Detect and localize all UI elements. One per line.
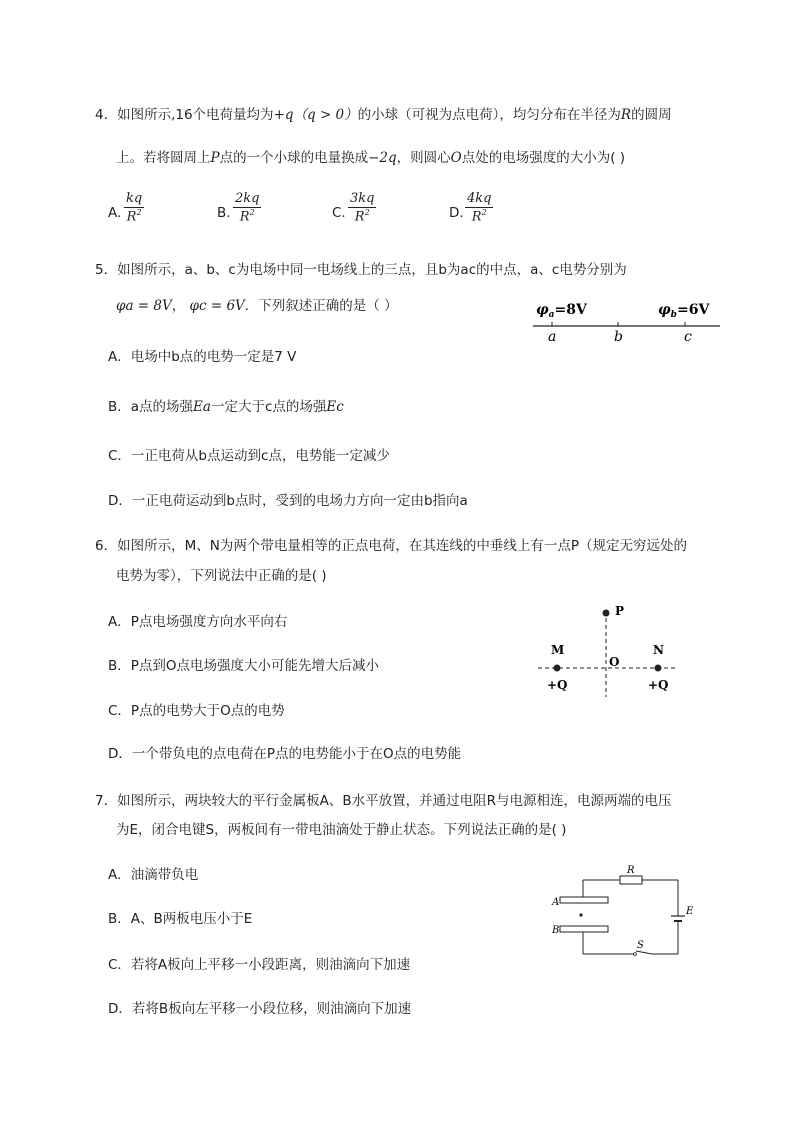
q5-phi-c: φc = 6V [189, 298, 245, 314]
q4-stem-text: 的小球（可视为点电荷），均匀分布在半径为 [357, 107, 621, 123]
q4-math-charge: +q（q > 0） [273, 107, 358, 123]
fraction-denominator [127, 208, 142, 225]
q4-math-neg2q: −2q [368, 150, 397, 166]
q4-option-d-label: D. [449, 205, 464, 221]
q4-option-c-label: C. [332, 205, 346, 221]
q4-option-a-fraction [124, 192, 144, 225]
denominator-base: R [126, 209, 137, 225]
denominator-exponent: 2 [136, 208, 142, 218]
fraction-numerator: kq [124, 192, 144, 208]
q5-option-d: D．一正电荷运动到b点时，受到的电场力方向一定由b指向a [108, 493, 468, 509]
q4-option-d-fraction [465, 192, 493, 225]
q4-math-radius: R [620, 107, 632, 123]
q7-stem-line2: 为E，闭合电键S，两板间有一带电油滴处于静止状态。下列说法正确的是( ) [116, 822, 567, 838]
denominator-exponent: 2 [364, 208, 370, 218]
switch-blade [636, 951, 652, 954]
q6-option-b: B．P点到O点电场强度大小可能先增大后减小 [108, 658, 380, 674]
q4-option-b-label: B. [217, 205, 231, 221]
label-o: O [609, 655, 620, 669]
phi-a-label: $\varphi_a=8V$ [536, 302, 587, 320]
q4-stem-text: 4．如图所示,16个电荷量均为 [95, 107, 274, 123]
q6-stem-line2: 电势为零），下列说法中正确的是( ) [116, 568, 327, 584]
q7-circuit-figure [548, 862, 698, 962]
q4-stem-line2 [116, 150, 625, 166]
label-a: A [552, 897, 560, 908]
point-p-dot [603, 610, 610, 617]
label-s: S [637, 940, 644, 951]
q4-option-b-fraction [233, 192, 261, 225]
q6-stem-line1: 6．如图所示，M、N为两个带电量相等的正点电荷，在其连线的中垂线上有一点P（规定无穷远处的 [95, 538, 687, 554]
q7-option-c: C．若将A板向上平移一小段距离，则油滴向下加速 [108, 957, 411, 973]
fraction-denominator [472, 208, 487, 225]
fraction-denominator [240, 208, 255, 225]
q7-option-b: B．A、B两板电压小于E [108, 911, 253, 927]
q5-option-c: C．一正电荷从b点运动到c点，电势能一定减少 [108, 448, 390, 464]
q5-stem-line1: 5．如图所示，a、b、c为电场中同一电场线上的三点，且b为ac的中点，a、c电势分别为 [95, 262, 627, 278]
point-a-label: a [548, 329, 557, 345]
charge-n-dot [655, 665, 662, 672]
q7-option-d: D．若将B板向左平移一小段位移，则油滴向下加速 [108, 1001, 412, 1017]
phi-b-label: $\varphi_b=6V$ [658, 302, 710, 320]
charge-m-value: +Q [547, 678, 568, 692]
q4-stem-text: 点处的电场强度的大小为( ) [461, 150, 626, 166]
label-r: R [627, 865, 635, 876]
plate-a [560, 897, 608, 903]
q4-stem-text: 上。若将圆周上 [116, 150, 211, 166]
q4-option-a-label: A. [108, 205, 122, 221]
point-b-label: b [614, 329, 623, 345]
charge-m-dot [554, 665, 561, 672]
q5-math-ea: Ea [193, 399, 211, 415]
fraction-numerator: 3kq [348, 192, 376, 208]
q5-field-line-figure [530, 296, 730, 346]
switch-contact [634, 953, 637, 956]
q4-stem-text: ，则圆心 [396, 150, 451, 166]
q5-phi-a: φa = 8V [116, 298, 172, 314]
q5-option-b-text: B．a点的场强 [108, 399, 194, 415]
denominator-base: R [354, 209, 365, 225]
q6-option-d: D．一个带负电的点电荷在P点的电势能小于在O点的电势能 [108, 746, 462, 762]
q5-option-a: A．电场中b点的电势一定是7 V [108, 349, 297, 365]
resistor [620, 876, 642, 884]
q6-option-c: C．P点的电势大于O点的电势 [108, 703, 285, 719]
denominator-base: R [239, 209, 250, 225]
fraction-numerator: 4kq [465, 192, 493, 208]
q4-math-point-o: O [450, 150, 462, 166]
oil-droplet [579, 913, 582, 916]
charge-n-value: +Q [648, 678, 669, 692]
q5-option-b [108, 399, 344, 415]
label-b: B [552, 925, 560, 936]
label-m: M [551, 643, 565, 657]
q4-stem-text: 的圆周 [631, 107, 672, 123]
fraction-denominator [355, 208, 370, 225]
q7-option-a: A．油滴带负电 [108, 867, 199, 883]
label-e: E [686, 906, 694, 917]
q4-stem-line1 [95, 107, 672, 123]
denominator-exponent: 2 [481, 208, 487, 218]
q6-option-a: A．P点电场强度方向水平向右 [108, 614, 288, 630]
q6-charges-figure [530, 597, 690, 702]
q5-option-b-text: 一定大于c点的场强 [210, 399, 327, 415]
q4-stem-text: 点的一个小球的电量换成 [219, 150, 369, 166]
q7-stem-line1: 7．如图所示，两块较大的平行金属板A、B水平放置，并通过电阻R与电源相连，电源两端的电压 [95, 793, 672, 809]
q5-math-ec: Ec [326, 399, 344, 415]
q5-stem-line2 [116, 298, 398, 314]
point-c-label: c [684, 329, 692, 345]
label-p: P [615, 604, 625, 618]
denominator-base: R [471, 209, 482, 225]
plate-b [560, 926, 608, 932]
q4-math-point-p: P [210, 150, 220, 166]
fraction-numerator: 2kq [233, 192, 261, 208]
q5-stem-tail: ．下列叙述正确的是（ ） [244, 298, 398, 314]
q5-separator: ， [171, 298, 190, 314]
label-n: N [653, 643, 664, 657]
denominator-exponent: 2 [249, 208, 255, 218]
q4-option-c-fraction [348, 192, 376, 225]
